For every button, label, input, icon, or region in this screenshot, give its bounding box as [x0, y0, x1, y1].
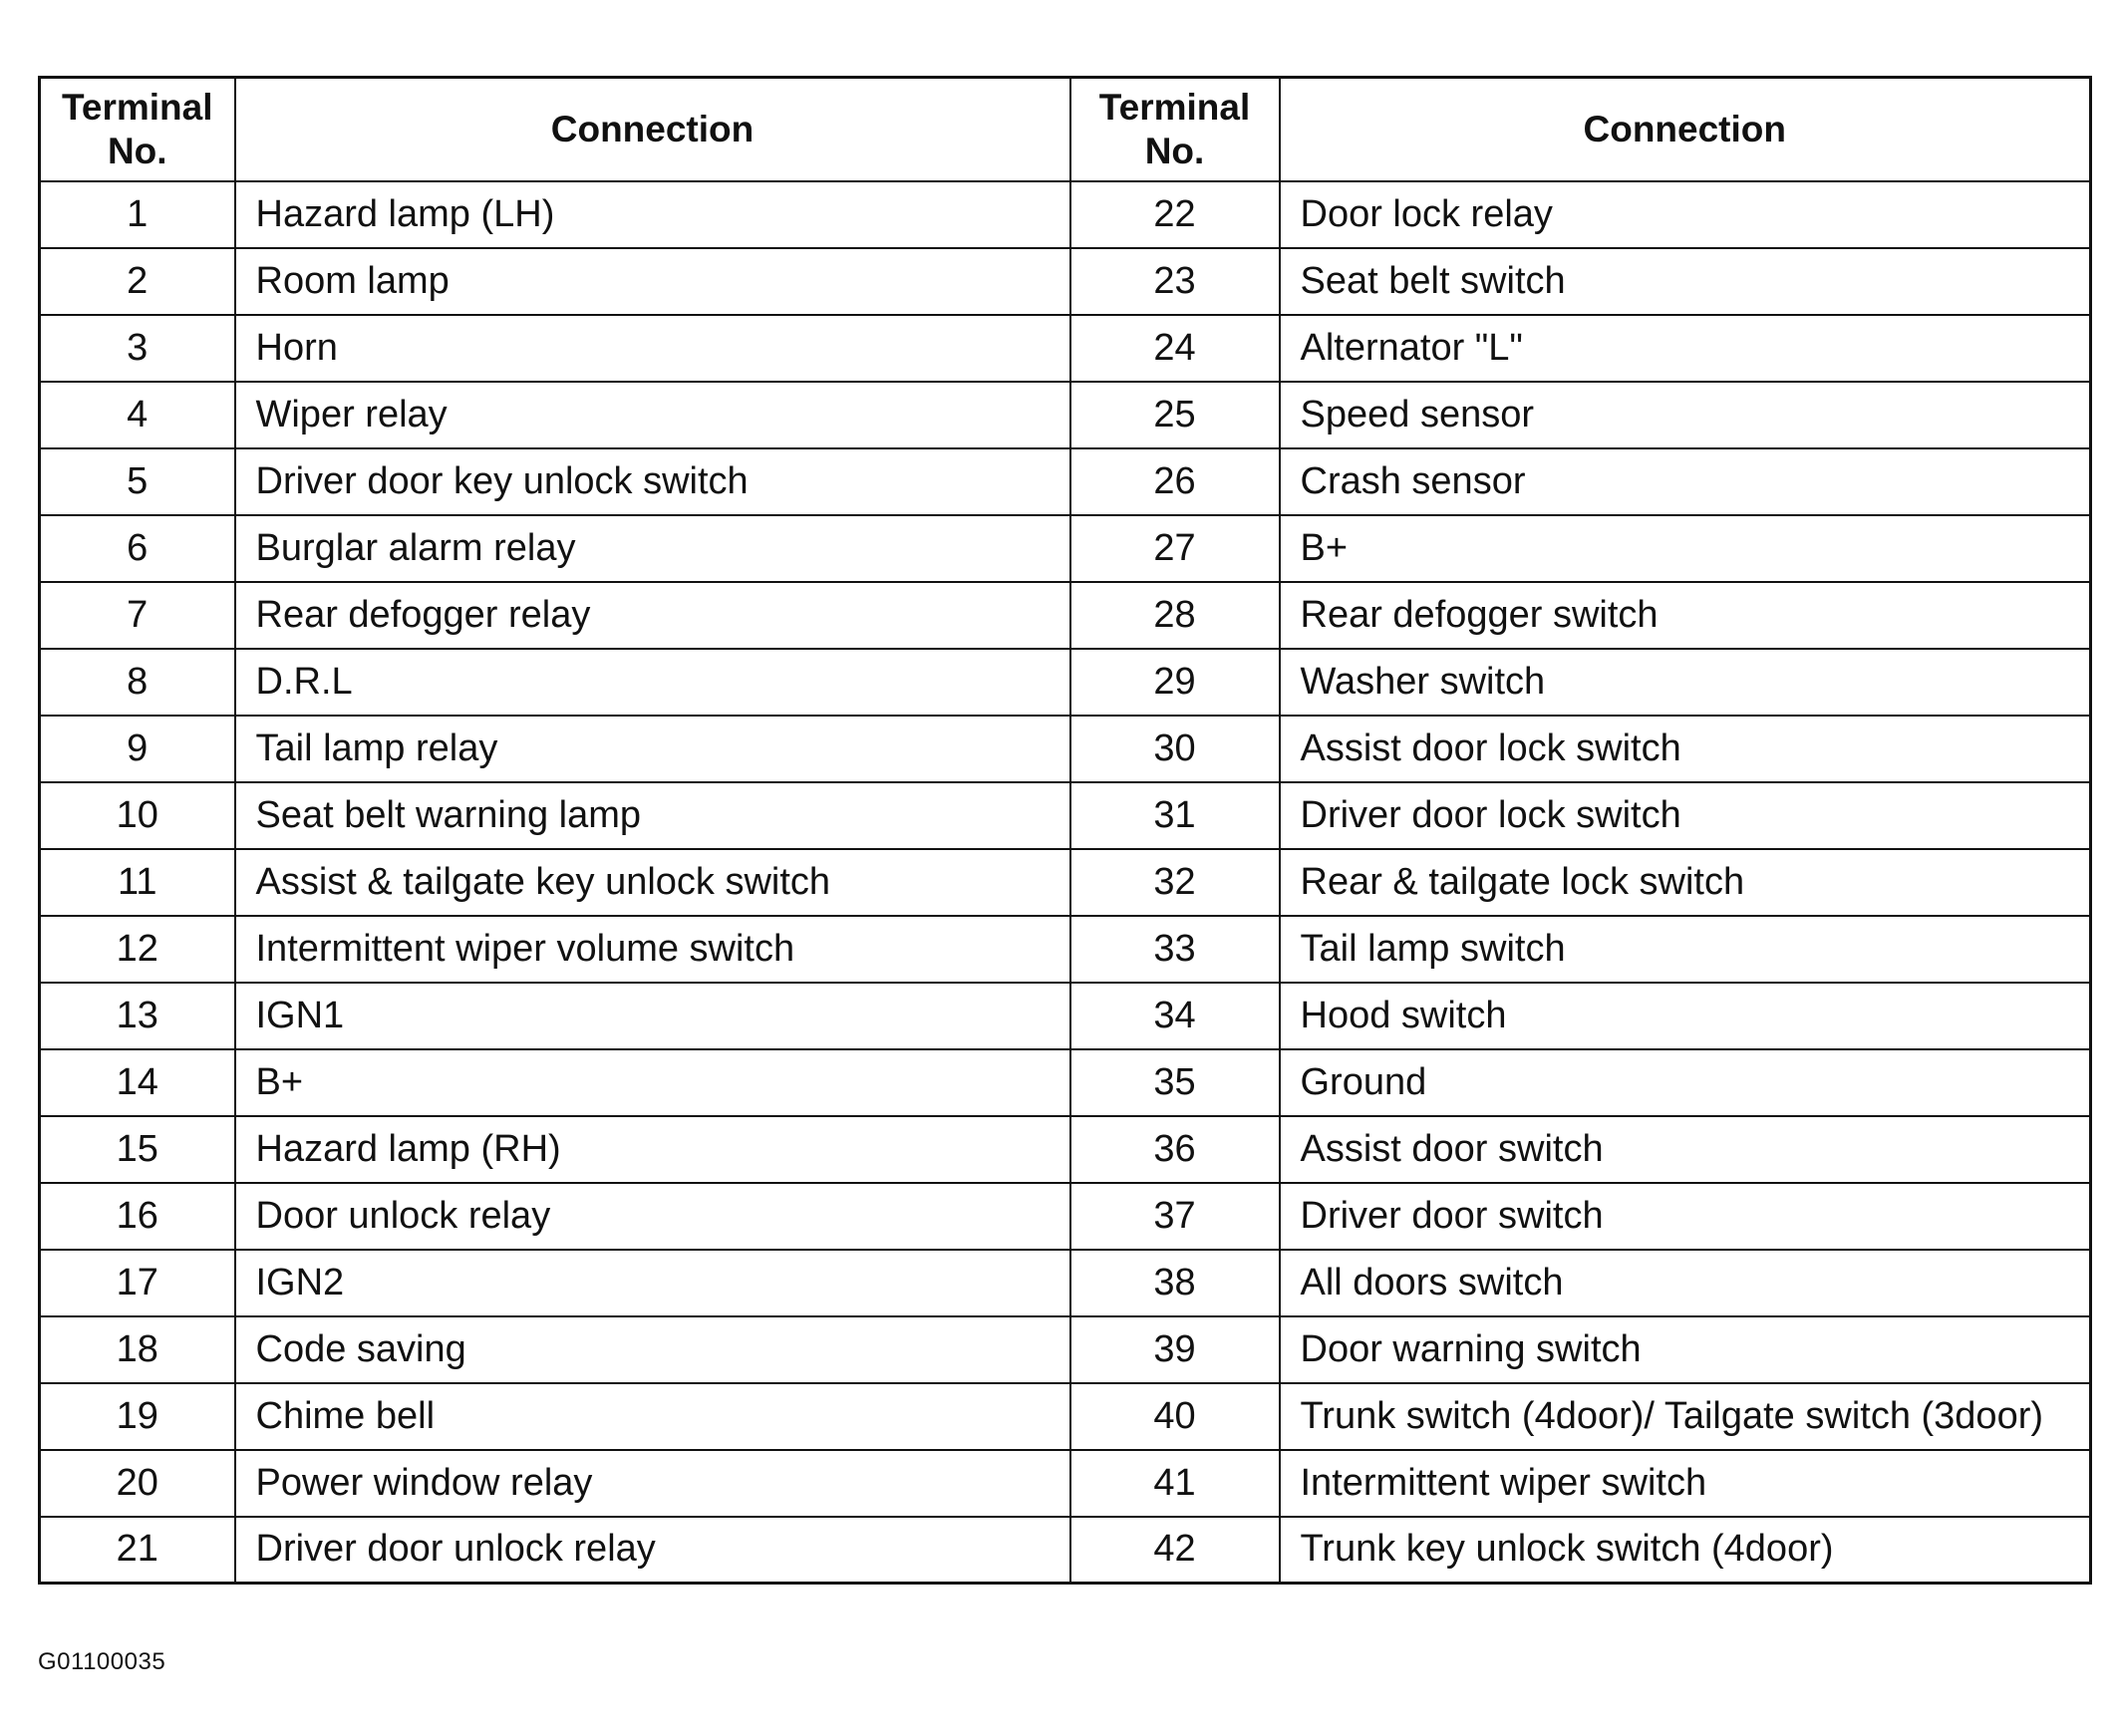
connection-left: Burglar alarm relay: [235, 515, 1070, 582]
connection-right: Assist door lock switch: [1280, 716, 2091, 782]
terminal-number-right: 32: [1070, 849, 1280, 916]
connection-left: IGN1: [235, 983, 1070, 1049]
connection-right: Assist door switch: [1280, 1116, 2091, 1183]
table-row: [40, 1250, 2091, 1316]
header-connection-right: Connection: [1280, 78, 2091, 181]
connection-left: Rear defogger relay: [235, 582, 1070, 649]
connection-right: B+: [1280, 515, 2091, 582]
table-row: [40, 515, 2091, 582]
connection-left: Code saving: [235, 1316, 1070, 1383]
connection-right: Ground: [1280, 1049, 2091, 1116]
table-row: [40, 1183, 2091, 1250]
terminal-number-right: 30: [1070, 716, 1280, 782]
terminal-number-right: 38: [1070, 1250, 1280, 1316]
table-body: [40, 181, 2091, 1584]
terminal-number-right: 23: [1070, 248, 1280, 315]
connection-left: Driver door unlock relay: [235, 1517, 1070, 1584]
terminal-number-right: 34: [1070, 983, 1280, 1049]
terminal-number-left: 16: [40, 1183, 235, 1250]
table-row: [40, 181, 2091, 248]
terminal-number-right: 42: [1070, 1517, 1280, 1584]
terminal-number-left: 6: [40, 515, 235, 582]
connection-left: Door unlock relay: [235, 1183, 1070, 1250]
terminal-number-left: 11: [40, 849, 235, 916]
header-connection-left: Connection: [235, 78, 1070, 181]
terminal-number-left: 13: [40, 983, 235, 1049]
terminal-number-left: 10: [40, 782, 235, 849]
terminal-number-left: 15: [40, 1116, 235, 1183]
connection-right: All doors switch: [1280, 1250, 2091, 1316]
table-row: [40, 1517, 2091, 1584]
terminal-number-left: 20: [40, 1450, 235, 1517]
table-row: [40, 916, 2091, 983]
terminal-number-left: 17: [40, 1250, 235, 1316]
table-row: [40, 248, 2091, 315]
connection-right: Seat belt switch: [1280, 248, 2091, 315]
connection-left: Power window relay: [235, 1450, 1070, 1517]
terminal-number-right: 24: [1070, 315, 1280, 382]
terminal-number-left: 18: [40, 1316, 235, 1383]
terminal-number-left: 1: [40, 181, 235, 248]
connection-left: Chime bell: [235, 1383, 1070, 1450]
table-row: [40, 382, 2091, 448]
connection-left: Wiper relay: [235, 382, 1070, 448]
terminal-number-right: 22: [1070, 181, 1280, 248]
terminal-number-right: 25: [1070, 382, 1280, 448]
terminal-number-right: 31: [1070, 782, 1280, 849]
table-row: [40, 716, 2091, 782]
terminal-number-right: 41: [1070, 1450, 1280, 1517]
connection-right: Rear & tailgate lock switch: [1280, 849, 2091, 916]
table-row: [40, 1316, 2091, 1383]
terminal-number-right: 26: [1070, 448, 1280, 515]
table-row: [40, 448, 2091, 515]
table-row: [40, 1049, 2091, 1116]
connection-left: Assist & tailgate key unlock switch: [235, 849, 1070, 916]
connection-right: Door lock relay: [1280, 181, 2091, 248]
connection-right: Alternator "L": [1280, 315, 2091, 382]
table-row: [40, 983, 2091, 1049]
table-row: [40, 1116, 2091, 1183]
terminal-number-left: 7: [40, 582, 235, 649]
terminal-connection-table: [38, 76, 2092, 1585]
connection-right: Tail lamp switch: [1280, 916, 2091, 983]
terminal-number-left: 8: [40, 649, 235, 716]
table-row: [40, 315, 2091, 382]
connection-right: Crash sensor: [1280, 448, 2091, 515]
connection-right: Washer switch: [1280, 649, 2091, 716]
connection-right: Trunk key unlock switch (4door): [1280, 1517, 2091, 1584]
connection-right: Speed sensor: [1280, 382, 2091, 448]
terminal-number-right: 27: [1070, 515, 1280, 582]
terminal-number-left: 5: [40, 448, 235, 515]
connection-left: Room lamp: [235, 248, 1070, 315]
connection-right: Trunk switch (4door)/ Tailgate switch (3door): [1280, 1383, 2091, 1450]
table-row: [40, 582, 2091, 649]
terminal-number-right: 29: [1070, 649, 1280, 716]
connection-left: B+: [235, 1049, 1070, 1116]
figure-code: G01100035: [38, 1648, 166, 1675]
terminal-number-left: 21: [40, 1517, 235, 1584]
terminal-number-left: 4: [40, 382, 235, 448]
connection-right: Hood switch: [1280, 983, 2091, 1049]
terminal-number-right: 37: [1070, 1183, 1280, 1250]
connection-left: IGN2: [235, 1250, 1070, 1316]
connection-left: Tail lamp relay: [235, 716, 1070, 782]
connection-right: Intermittent wiper switch: [1280, 1450, 2091, 1517]
connection-right: Driver door lock switch: [1280, 782, 2091, 849]
terminal-number-left: 9: [40, 716, 235, 782]
terminal-number-right: 40: [1070, 1383, 1280, 1450]
table-row: [40, 1383, 2091, 1450]
connection-right: Door warning switch: [1280, 1316, 2091, 1383]
terminal-number-left: 2: [40, 248, 235, 315]
table-row: [40, 849, 2091, 916]
connection-left: Horn: [235, 315, 1070, 382]
header-terminal-no-left: Terminal No.: [40, 78, 235, 181]
table-row: [40, 649, 2091, 716]
terminal-number-right: 35: [1070, 1049, 1280, 1116]
connection-right: Rear defogger switch: [1280, 582, 2091, 649]
connection-left: Hazard lamp (RH): [235, 1116, 1070, 1183]
connection-left: Intermittent wiper volume switch: [235, 916, 1070, 983]
header-terminal-no-right: Terminal No.: [1070, 78, 1280, 181]
terminal-number-right: 36: [1070, 1116, 1280, 1183]
header-row: [40, 78, 2091, 181]
terminal-number-right: 28: [1070, 582, 1280, 649]
terminal-number-left: 19: [40, 1383, 235, 1450]
connection-left: Driver door key unlock switch: [235, 448, 1070, 515]
table-row: [40, 782, 2091, 849]
terminal-number-right: 33: [1070, 916, 1280, 983]
terminal-number-left: 14: [40, 1049, 235, 1116]
connection-right: Driver door switch: [1280, 1183, 2091, 1250]
terminal-number-left: 3: [40, 315, 235, 382]
connection-left: D.R.L: [235, 649, 1070, 716]
connection-left: Hazard lamp (LH): [235, 181, 1070, 248]
terminal-number-left: 12: [40, 916, 235, 983]
terminal-number-right: 39: [1070, 1316, 1280, 1383]
table-row: [40, 1450, 2091, 1517]
connection-left: Seat belt warning lamp: [235, 782, 1070, 849]
